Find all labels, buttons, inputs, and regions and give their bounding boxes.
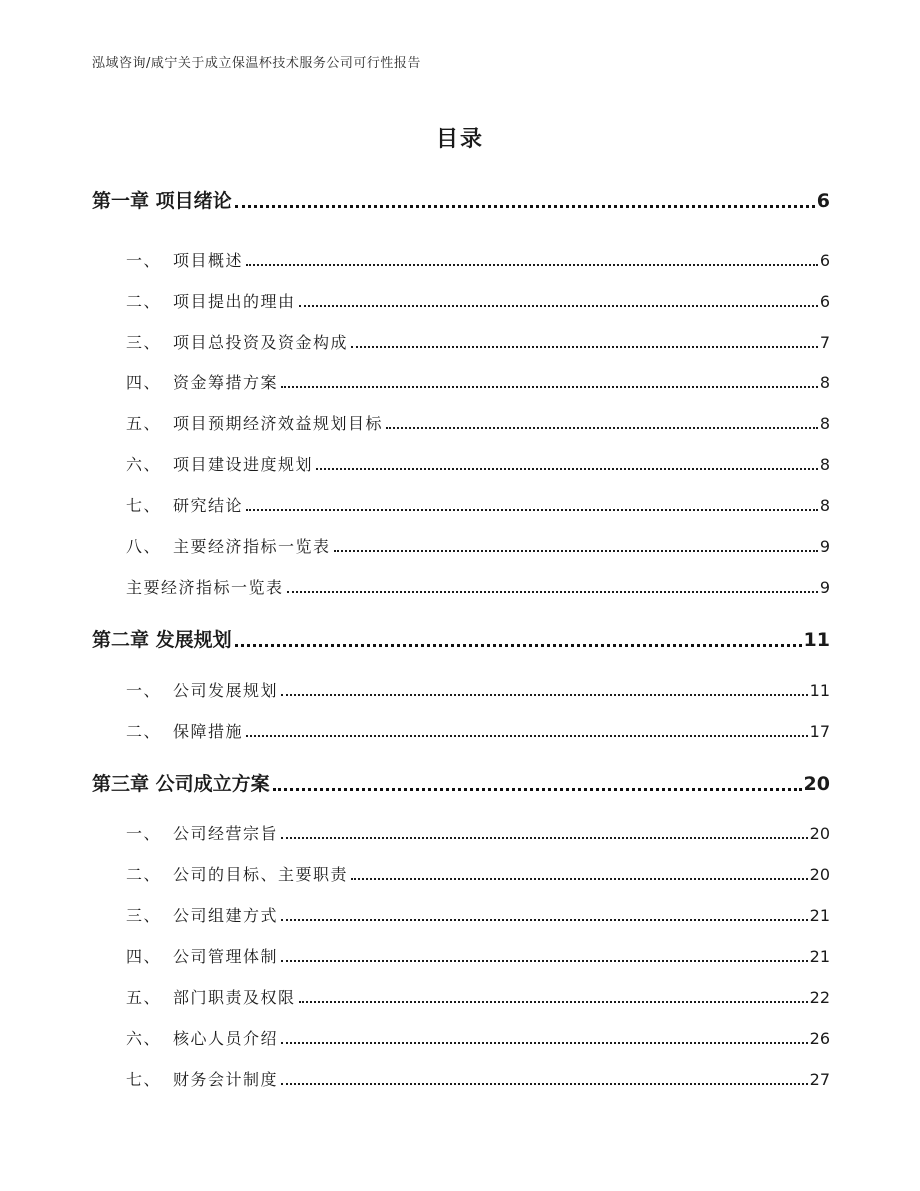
toc-entry-title: 资金筹措方案	[173, 373, 279, 392]
toc-entry-label	[92, 625, 232, 652]
dot-leader	[281, 1042, 808, 1044]
toc-entry-number: 四、	[126, 947, 162, 966]
toc-entry-title: 核心人员介绍	[173, 1029, 279, 1048]
toc-entry-number: 八、	[126, 537, 162, 556]
toc-entry-title: 公司成立方案	[155, 773, 270, 795]
toc-entry-label	[126, 452, 313, 475]
toc-entry-title: 公司管理体制	[173, 947, 279, 966]
toc-entry-title: 公司发展规划	[173, 681, 279, 700]
toc-entry-number: 二、	[126, 722, 162, 741]
toc-entry-label	[126, 248, 243, 271]
toc-entry-number: 一、	[126, 251, 162, 270]
dot-leader	[281, 960, 808, 962]
toc-chapter-entry[interactable]	[92, 769, 830, 796]
toc-entry-number: 第一章	[92, 190, 150, 212]
toc-entry-number: 第二章	[92, 629, 150, 651]
toc-section-entry[interactable]	[126, 452, 830, 475]
toc-entry-page-number: 6	[816, 190, 830, 212]
toc-entry-title: 项目总投资及资金构成	[173, 333, 349, 352]
toc-entry-title: 项目预期经济效益规划目标	[173, 414, 384, 433]
dot-leader	[281, 919, 808, 921]
dot-leader	[281, 386, 818, 388]
toc-entry-page-number: 9	[819, 578, 830, 597]
toc-entry-number: 四、	[126, 373, 162, 392]
toc-section-entry[interactable]	[126, 248, 830, 271]
toc-entry-page-number: 7	[819, 333, 830, 352]
toc-entry-number: 五、	[126, 988, 162, 1007]
toc-entry-label	[126, 678, 278, 701]
toc-entry-number: 五、	[126, 414, 162, 433]
toc-entry-number: 七、	[126, 496, 162, 515]
toc-entry-title: 项目提出的理由	[173, 292, 296, 311]
toc-section-entry[interactable]	[126, 678, 830, 701]
toc-entry-title: 财务会计制度	[173, 1070, 279, 1089]
toc-entry-title: 项目概述	[173, 251, 244, 270]
dot-leader	[334, 550, 818, 552]
toc-entry-title: 主要经济指标一览表	[126, 578, 284, 597]
toc-entry-page-number: 22	[809, 988, 830, 1007]
dot-leader	[351, 346, 818, 348]
toc-entry-number: 一、	[126, 824, 162, 843]
toc-entry-page-number: 20	[809, 865, 830, 884]
toc-entry-number: 六、	[126, 1029, 162, 1048]
toc-section-entry[interactable]	[126, 821, 830, 844]
toc-chapter-entry[interactable]	[92, 186, 830, 213]
toc-section-entry[interactable]	[126, 1067, 830, 1090]
toc-entry-label	[126, 944, 278, 967]
dot-leader	[246, 264, 818, 266]
toc-entry-title: 研究结论	[173, 496, 244, 515]
toc-entry-page-number: 11	[809, 681, 830, 700]
toc-entry-title: 主要经济指标一览表	[173, 537, 331, 556]
toc-entry-title: 发展规划	[155, 629, 232, 651]
toc-entry-label	[92, 769, 270, 796]
dot-leader	[386, 427, 818, 429]
dot-leader	[273, 788, 802, 791]
toc-entry-title: 项目建设进度规划	[173, 455, 314, 474]
page-header: 泓域咨询/咸宁关于成立保温杯技术服务公司可行性报告	[92, 56, 421, 71]
toc-entry-label	[126, 903, 278, 926]
dot-leader	[235, 644, 802, 647]
toc-entry-page-number: 6	[819, 251, 830, 270]
toc-entry-page-number: 9	[819, 537, 830, 556]
dot-leader	[235, 205, 815, 208]
toc-entry-label	[126, 289, 296, 312]
toc-section-entry[interactable]	[126, 985, 830, 1008]
toc-section-entry[interactable]	[126, 493, 830, 516]
toc-entry-page-number: 20	[803, 773, 830, 795]
toc-entry-label	[126, 370, 278, 393]
toc-entry-label	[126, 411, 383, 434]
toc-section-entry[interactable]	[126, 944, 830, 967]
toc-entry-page-number: 17	[809, 722, 830, 741]
toc-entry-page-number: 8	[819, 496, 830, 515]
toc-entry-number: 三、	[126, 906, 162, 925]
dot-leader	[351, 878, 808, 880]
toc-entry-label	[126, 985, 296, 1008]
dot-leader	[281, 694, 808, 696]
toc-entry-title: 项目绪论	[155, 190, 232, 212]
toc-section-entry[interactable]	[126, 575, 830, 598]
toc-entry-label	[126, 719, 243, 742]
toc-entry-page-number: 6	[819, 292, 830, 311]
dot-leader	[281, 1083, 808, 1085]
toc-entry-label	[126, 1026, 278, 1049]
dot-leader	[287, 591, 818, 593]
toc-entry-label	[126, 821, 278, 844]
toc-entry-number: 七、	[126, 1070, 162, 1089]
toc-entry-page-number: 27	[809, 1070, 830, 1089]
toc-entry-title: 保障措施	[173, 722, 244, 741]
toc-entry-page-number: 8	[819, 373, 830, 392]
toc-entry-number: 六、	[126, 455, 162, 474]
toc-section-entry[interactable]	[126, 862, 830, 885]
toc-entry-label	[126, 330, 348, 353]
toc-section-entry[interactable]	[126, 534, 830, 557]
toc-entry-label	[126, 534, 331, 557]
toc-entry-number: 一、	[126, 681, 162, 700]
toc-section-entry[interactable]	[126, 370, 830, 393]
toc-entry-page-number: 21	[809, 947, 830, 966]
toc-entry-page-number: 11	[803, 629, 830, 651]
toc-entry-number: 第三章	[92, 773, 150, 795]
toc-chapter-entry[interactable]	[92, 625, 830, 652]
toc-entry-number: 二、	[126, 292, 162, 311]
toc-section-entry[interactable]	[126, 1026, 830, 1049]
toc-section-entry[interactable]	[126, 719, 830, 742]
toc-entry-title: 公司经营宗旨	[173, 824, 279, 843]
toc-entry-title: 公司组建方式	[173, 906, 279, 925]
toc-title: 目录	[435, 127, 484, 152]
dot-leader	[281, 837, 808, 839]
toc-entry-page-number: 21	[809, 906, 830, 925]
dot-leader	[316, 468, 818, 470]
toc-section-entry[interactable]	[126, 903, 830, 926]
toc-entry-number: 三、	[126, 333, 162, 352]
toc-entry-page-number: 20	[809, 824, 830, 843]
toc-section-entry[interactable]	[126, 330, 830, 353]
toc-entry-label	[126, 493, 243, 516]
toc-entry-title: 公司的目标、主要职责	[173, 865, 349, 884]
toc-entry-page-number: 8	[819, 414, 830, 433]
toc-section-entry[interactable]	[126, 289, 830, 312]
dot-leader	[299, 1001, 808, 1003]
toc-section-entry[interactable]	[126, 411, 830, 434]
toc-entry-label	[126, 862, 348, 885]
toc-entry-label	[126, 1067, 278, 1090]
toc-entry-label	[126, 575, 284, 598]
toc-entry-page-number: 8	[819, 455, 830, 474]
toc-entry-page-number: 26	[809, 1029, 830, 1048]
dot-leader	[299, 305, 818, 307]
dot-leader	[246, 509, 818, 511]
toc-entry-title: 部门职责及权限	[173, 988, 296, 1007]
dot-leader	[246, 735, 808, 737]
toc-entry-label	[92, 186, 232, 213]
toc-entry-number: 二、	[126, 865, 162, 884]
